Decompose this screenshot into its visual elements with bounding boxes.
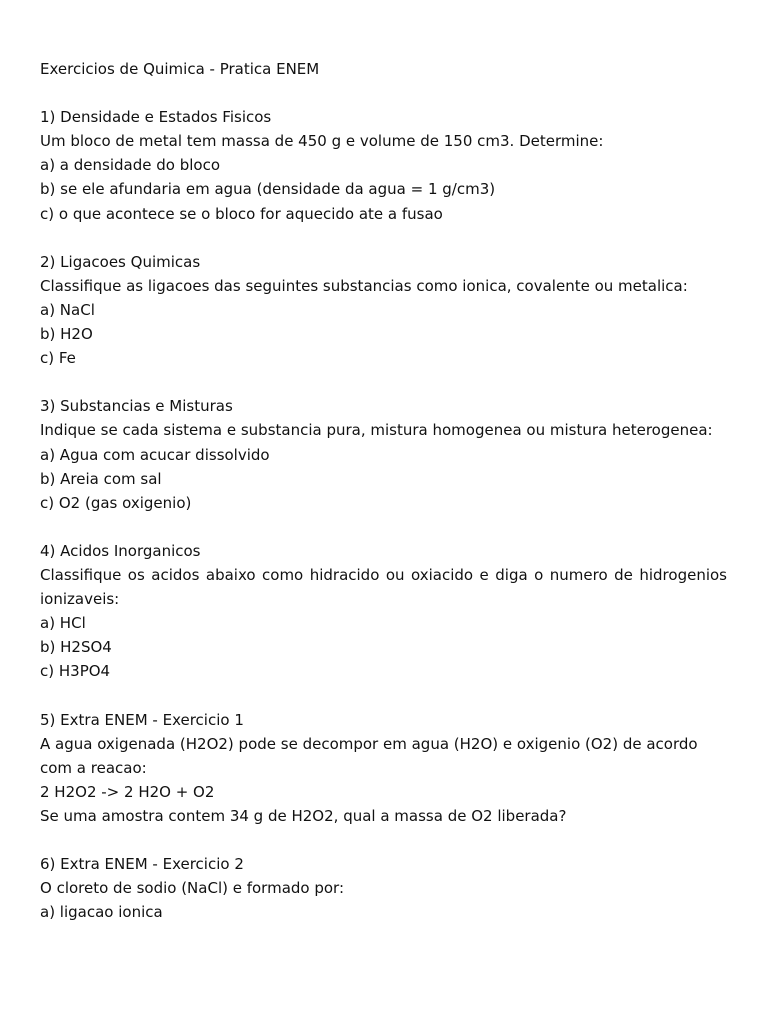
document-title: Exercicios de Quimica - Pratica ENEM [40, 60, 320, 78]
exercise-section-6 [40, 852, 727, 924]
exercise-prompt: Indique se cada sistema e substancia pura, mistura homogenea ou mistura heterogenea: [40, 421, 713, 440]
exercise-item: a) Agua com acucar dissolvido [40, 445, 270, 464]
exercise-heading: 4) Acidos Inorganicos [40, 541, 201, 560]
spacer [40, 828, 727, 852]
exercise-item: b) se ele afundaria em agua (densidade da agua = 1 g/cm3) [40, 180, 496, 199]
exercise-item: c) o que acontece se o bloco for aquecido ate a fusao [40, 204, 443, 223]
exercise-heading: 6) Extra ENEM - Exercicio 2 [40, 855, 244, 874]
exercise-prompt: Classifique os acidos abaixo como hidracido ou oxiacido e diga o numero de hidrogenios ionizaveis: [40, 565, 727, 609]
exercise-prompt: Um bloco de metal tem massa de 450 g e volume de 150 cm3. Determine: [40, 132, 604, 151]
exercise-prompt: A agua oxigenada (H2O2) pode se decompor em agua (H2O) e oxigenio (O2) de acordo com a reacao: [40, 734, 698, 777]
exercise-prompt: Classifique as ligacoes das seguintes substancias como ionica, covalente ou metalica: [40, 276, 688, 295]
exercise-item: b) Areia com sal [40, 469, 162, 488]
spacer [40, 370, 727, 394]
spacer [40, 683, 727, 707]
exercise-section-3 [40, 394, 727, 514]
exercise-item: b) H2O [40, 325, 93, 344]
reaction-equation: 2 H2O2 -> 2 H2O + O2 [40, 782, 215, 801]
exercise-prompt: O cloreto de sodio (NaCl) e formado por: [40, 879, 345, 898]
document-page [40, 57, 727, 924]
exercise-item: b) H2SO4 [40, 638, 112, 657]
exercise-question: Se uma amostra contem 34 g de H2O2, qual a massa de O2 liberada? [40, 806, 567, 825]
exercise-heading: 5) Extra ENEM - Exercicio 1 [40, 710, 244, 729]
spacer [40, 515, 727, 539]
exercise-item: a) NaCl [40, 300, 95, 319]
exercise-item: a) HCl [40, 614, 86, 633]
exercise-item: c) O2 (gas oxigenio) [40, 493, 192, 512]
exercise-section-1 [40, 105, 727, 225]
exercise-item: c) Fe [40, 349, 76, 368]
exercise-item: c) H3PO4 [40, 662, 111, 681]
exercise-item: a) ligacao ionica [40, 903, 163, 922]
exercise-section-2 [40, 250, 727, 370]
exercise-item: a) a densidade do bloco [40, 156, 220, 175]
exercise-heading: 1) Densidade e Estados Fisicos [40, 108, 272, 127]
exercise-heading: 2) Ligacoes Quimicas [40, 252, 201, 271]
exercise-heading: 3) Substancias e Misturas [40, 397, 233, 416]
exercise-section-4 [40, 539, 727, 684]
exercise-section-5 [40, 708, 727, 828]
spacer [40, 226, 727, 250]
spacer [40, 81, 727, 105]
